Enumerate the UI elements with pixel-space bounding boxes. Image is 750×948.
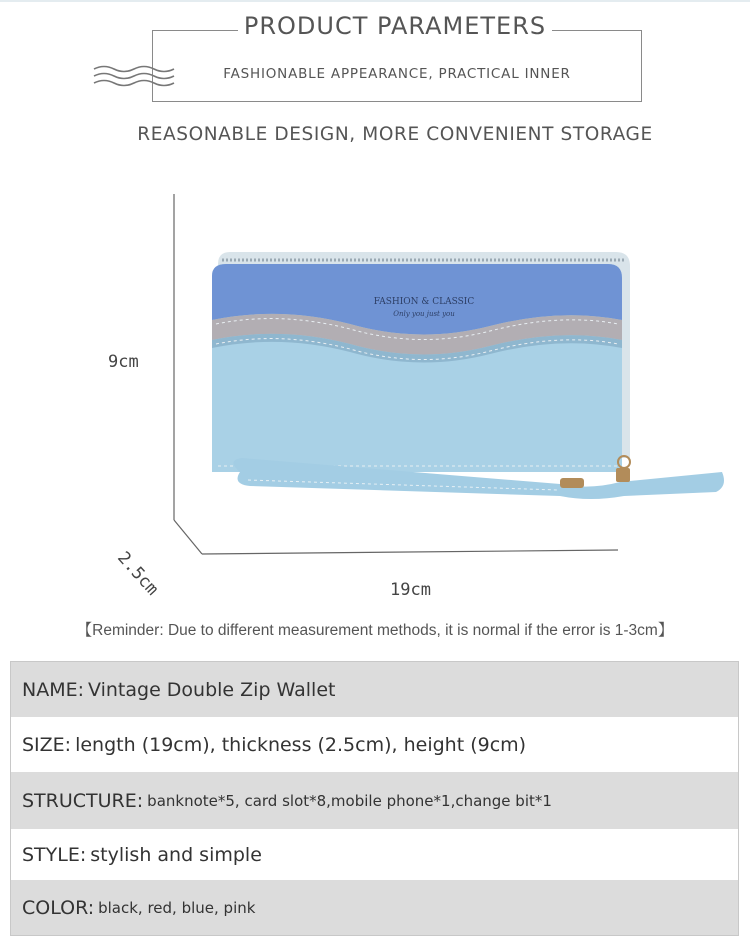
spec-key: COLOR: (22, 896, 95, 919)
top-rule (0, 0, 750, 2)
dimension-width: 19cm (390, 580, 431, 600)
wallet-brand-sub: Only you just you (393, 310, 455, 318)
dimension-height: 9cm (108, 352, 139, 372)
spec-row-color (10, 880, 739, 936)
spec-value: stylish and simple (90, 843, 262, 866)
header-subtitle: FASHIONABLE APPEARANCE, PRACTICAL INNER (223, 66, 571, 82)
wallet-brand-text: FASHION & CLASSIC (373, 297, 475, 307)
spec-key: NAME: (22, 678, 85, 701)
spec-value: black, red, blue, pink (98, 898, 256, 917)
measurement-reminder: 【Reminder: Due to different measurement methods, it is normal if the error is 1-3cm】 (76, 622, 674, 639)
spec-row-size (10, 717, 739, 772)
page-title: PRODUCT PARAMETERS (0, 12, 750, 40)
spec-row-structure (10, 772, 739, 829)
spec-key: STYLE: (22, 843, 87, 866)
spec-value: Vintage Double Zip Wallet (88, 678, 336, 701)
dimension-depth: 2.5cm (113, 548, 163, 600)
wallet-illustration (130, 190, 730, 600)
tagline: REASONABLE DESIGN, MORE CONVENIENT STORAGE (137, 124, 653, 145)
spec-value: length (19cm), thickness (2.5cm), height (9cm) (75, 733, 527, 756)
spec-row-name (10, 661, 739, 717)
spec-row-style (10, 829, 739, 880)
spec-key: STRUCTURE: (22, 789, 144, 812)
spec-value: banknote*5, card slot*8,mobile phone*1,change bit*1 (147, 791, 552, 810)
spec-table (10, 661, 739, 936)
spec-key: SIZE: (22, 733, 72, 756)
